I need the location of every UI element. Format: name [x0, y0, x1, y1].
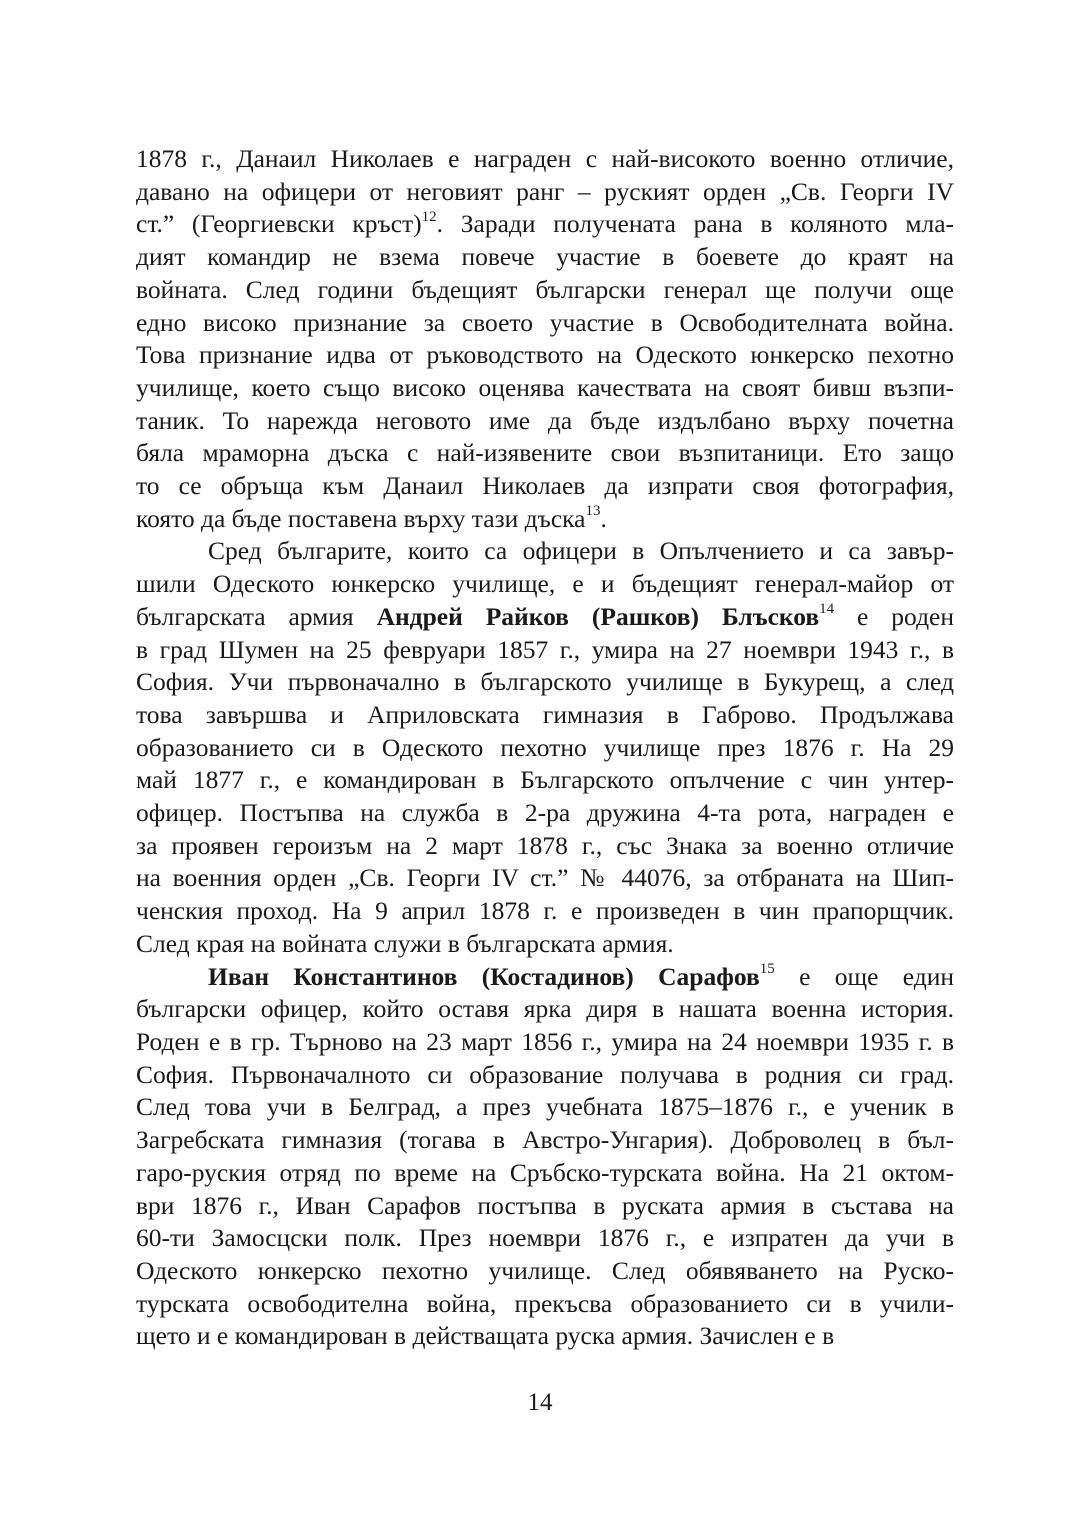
text-line	[136, 470, 954, 503]
text-run: Сред българите, които са офицери в Опълчението и са завър-	[208, 536, 954, 566]
page-body	[136, 143, 954, 1353]
text-line	[136, 862, 954, 895]
text-line	[136, 993, 954, 1026]
text-run: на военния орден „Св. Георги IV ст.” № 44076, за отбраната на Шип-	[136, 863, 954, 893]
text-run: това завършва и Априловската гимназия в Габрово. Продължава	[136, 699, 954, 729]
text-line	[136, 1157, 954, 1190]
text-line	[136, 666, 954, 699]
text-run: май 1877 г., е командирован в Българското опълчение с чин унтер-	[136, 765, 954, 795]
text-line	[136, 1026, 954, 1059]
text-run: то се обръща към Данаил Николаев да изпрати своя фотография,	[136, 471, 954, 501]
text-run: давано на офицери от неговият ранг – руският орден „Св. Георги IV	[136, 176, 954, 206]
text-line	[136, 405, 954, 438]
footnote-marker: 13	[585, 503, 601, 520]
text-line	[136, 437, 954, 470]
text-line	[136, 1320, 954, 1353]
text-line	[136, 503, 954, 536]
text-run: щето и е командирован в действащата руска армия. Зачислен е в	[136, 1321, 835, 1351]
text-line	[136, 208, 954, 241]
text-line	[136, 1190, 954, 1223]
text-run: ври 1876 г., Иван Сарафов постъпва в руската армия в състава на	[136, 1190, 954, 1220]
text-line	[136, 1222, 954, 1255]
text-run: . Заради получената рана в коляното мла-	[436, 209, 954, 239]
text-run: е роден	[834, 601, 955, 631]
text-line	[136, 143, 954, 176]
text-run: 60-ти Замосцски полк. През ноември 1876 г., е изпратен да учи в	[136, 1223, 954, 1253]
text-run: образованието си в Одеското пехотно училище през 1876 г. На 29	[136, 732, 954, 762]
text-line	[136, 895, 954, 928]
text-run: офицер. Постъпва на служба в 2-ра дружина 4-та рота, награден е	[136, 798, 954, 828]
text-line	[136, 274, 954, 307]
text-run: български офицер, който оставя ярка диря в нашата военна история.	[136, 994, 954, 1024]
text-run: Това признание идва от ръководството на Одеското юнкерско пехотно	[136, 340, 954, 370]
page-number: 14	[527, 1389, 553, 1416]
text-line	[136, 634, 954, 667]
text-run: българската армия	[136, 601, 377, 631]
text-run: След това учи в Белград, а през учебната 1875–1876 г., е ученик в	[136, 1092, 954, 1122]
text-run: ст.” (Георгиевски кръст)	[136, 209, 422, 239]
paragraph-1	[136, 143, 954, 535]
paragraph-3	[136, 961, 954, 1353]
text-line	[136, 241, 954, 274]
text-run: София. Учи първоначално в българското училище в Букурещ, а след	[136, 667, 954, 697]
text-run: дият командир не взема повече участие в боевете до краят на	[136, 242, 954, 272]
text-line	[136, 830, 954, 863]
bold-name: Андрей Райков (Рашков) Блъсков	[376, 601, 820, 631]
text-line	[136, 568, 954, 601]
footnote-marker: 15	[759, 961, 775, 978]
text-run: едно високо признание за своето участие в Освободителната война.	[136, 307, 954, 337]
text-line	[136, 1059, 954, 1092]
paragraph-2	[136, 535, 954, 960]
text-run: Загребската гимназия (тогава в Австро-Унгария). Доброволец в бъл-	[136, 1125, 954, 1155]
footnote-marker: 14	[819, 601, 835, 618]
text-run: Роден е в гр. Търново на 23 март 1856 г., умира на 24 ноември 1935 г. в	[136, 1026, 954, 1056]
text-run: е още един	[774, 961, 954, 991]
text-line	[136, 535, 954, 568]
text-run: в град Шумен на 25 февруари 1857 г., умира на 27 ноември 1943 г., в	[136, 634, 954, 664]
text-line	[136, 1288, 954, 1321]
text-line	[136, 1255, 954, 1288]
text-run: таник. То нарежда неговото име да бъде издълбано върху почетна	[136, 405, 954, 435]
text-run: войната. След години бъдещият български генерал ще получи още	[136, 274, 954, 304]
text-run: за проявен героизъм на 2 март 1878 г., със Знака за военно отличие	[136, 830, 954, 860]
text-line	[136, 601, 954, 634]
text-run: София. Първоначалното си образование получава в родния си град.	[136, 1059, 954, 1089]
text-run: турската освободителна война, прекъсва образованието си в учили-	[136, 1288, 954, 1318]
text-line	[136, 961, 954, 994]
text-run: гаро-руския отряд по време на Сръбско-турската война. На 21 октом-	[136, 1157, 954, 1187]
text-line	[136, 339, 954, 372]
bold-name: Иван Константинов (Костадинов) Сарафов	[208, 961, 760, 991]
text-line	[136, 732, 954, 765]
text-line	[136, 372, 954, 405]
text-line	[136, 764, 954, 797]
text-run: бяла мраморна дъска с най-изявените свои възпитаници. Ето защо	[136, 438, 954, 468]
text-run: Одеското юнкерско пехотно училище. След обявяването на Руско-	[136, 1255, 954, 1285]
text-line	[136, 1091, 954, 1124]
text-line	[136, 928, 954, 961]
text-line	[136, 176, 954, 209]
text-run: След края на войната служи в българската армия.	[136, 928, 674, 958]
text-line	[136, 307, 954, 340]
text-run: училище, което също високо оценява качествата на своят бивш възпи-	[136, 372, 954, 402]
text-run: ченския проход. На 9 април 1878 г. е произведен в чин прапорщчик.	[136, 896, 954, 926]
text-run: шили Одеското юнкерско училище, е и бъдещият генерал-майор от	[136, 569, 954, 599]
text-run: .	[600, 503, 607, 533]
footnote-marker: 12	[421, 208, 437, 225]
text-line	[136, 1124, 954, 1157]
text-run: 1878 г., Данаил Николаев е награден с най-високото военно отличие,	[136, 144, 954, 173]
text-line	[136, 699, 954, 732]
text-line	[136, 797, 954, 830]
text-run: която да бъде поставена върху тази дъска	[136, 503, 586, 533]
